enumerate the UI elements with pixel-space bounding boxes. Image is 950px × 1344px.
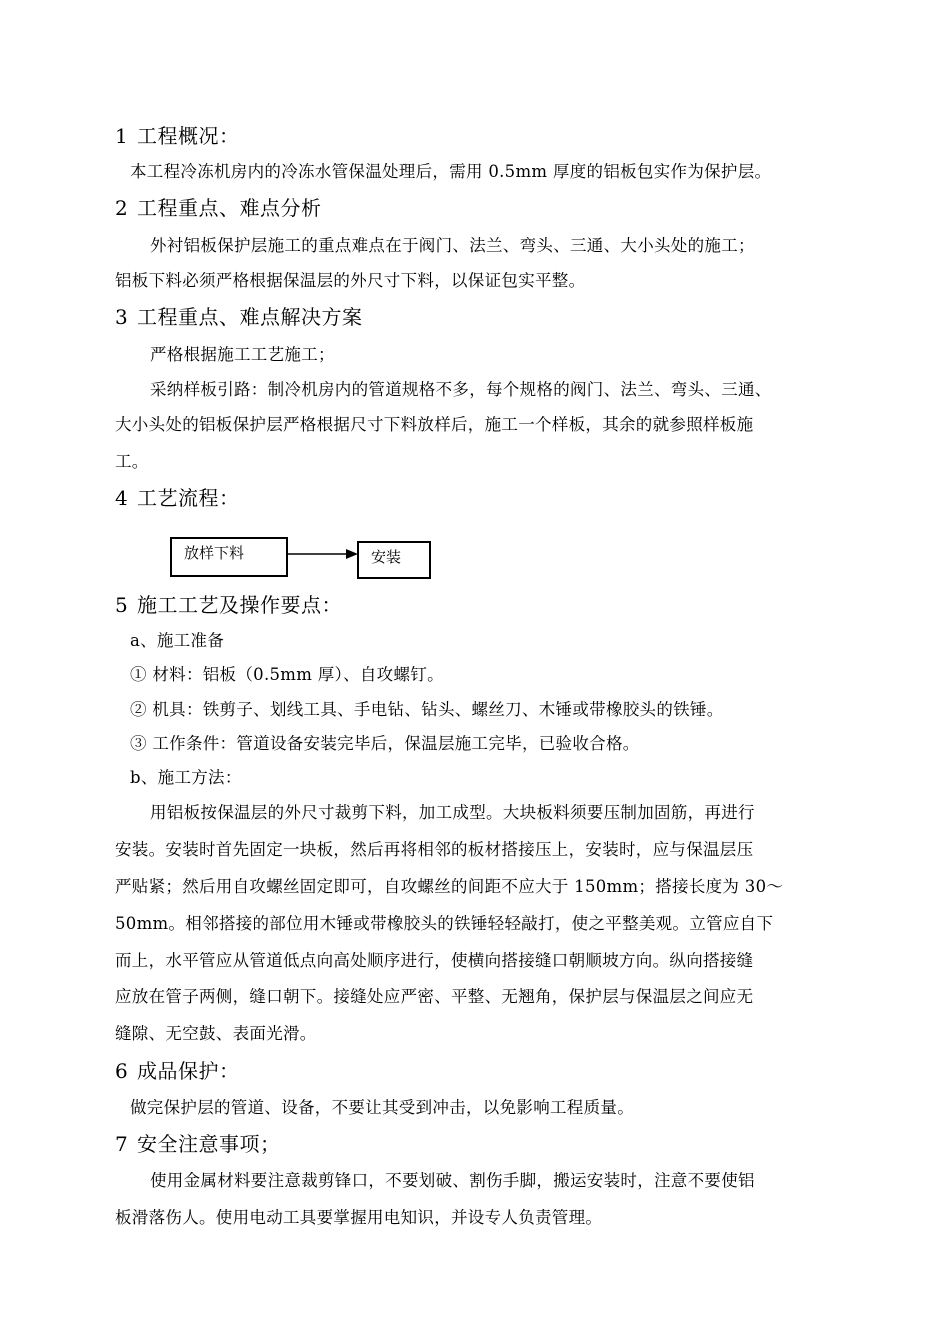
section-3-heading: [115, 304, 363, 330]
paragraph-line: 严贴紧；然后用自攻螺丝固定即可，自攻螺丝的间距不应大于 150mm；搭接长度为 30～: [115, 877, 784, 896]
flow-step-2-box: [357, 541, 431, 579]
section-4-heading: [115, 485, 240, 511]
section-title: 施工工艺及操作要点：: [137, 593, 342, 617]
section-number: 1: [115, 124, 129, 148]
section-title: 安全注意事项；: [137, 1132, 281, 1156]
section-number: 5: [115, 593, 129, 617]
paragraph-line: 用铝板按保温层的外尺寸裁剪下料，加工成型。大块板料须要压制加固筋，再进行: [150, 803, 755, 822]
paragraph-line: 大小头处的铝板保护层严格根据尺寸下料放样后，施工一个样板，其余的就参照样板施: [115, 415, 754, 434]
section-number: 7: [115, 1132, 129, 1156]
paragraph-line: 铝板下料必须严格根据保温层的外尺寸下料，以保证包实平整。: [115, 271, 586, 290]
section-number: 2: [115, 196, 129, 220]
paragraph-line: 采纳样板引路：制冷机房内的管道规格不多，每个规格的阀门、法兰、弯头、三通、: [150, 380, 772, 399]
paragraph-line: 本工程冷冻机房内的冷冻水管保温处理后，需用 0.5mm 厚度的铝板包实作为保护层。: [130, 162, 772, 181]
paragraph-line: 板滑落伤人。使用电动工具要掌握用电知识，并设专人负责管理。: [115, 1208, 603, 1227]
section-title: 工艺流程：: [137, 486, 240, 510]
list-item: b、施工方法：: [130, 768, 242, 787]
paragraph-line: 而上，水平管应从管道低点向高处顺序进行，使横向搭接缝口朝顺坡方向。纵向搭接缝: [115, 951, 754, 970]
paragraph-line: 使用金属材料要注意裁剪锋口，不要划破、割伤手脚，搬运安装时，注意不要使铝: [150, 1171, 755, 1190]
section-1-heading: [115, 123, 240, 149]
section-5-heading: [115, 592, 342, 618]
paragraph-line: 工。: [115, 452, 149, 471]
paragraph-line: 做完保护层的管道、设备，不要让其受到冲击，以免影响工程质量。: [130, 1098, 634, 1117]
paragraph-line: 严格根据施工工艺施工；: [150, 345, 335, 364]
section-title: 成品保护：: [137, 1059, 240, 1083]
list-item: a、施工准备: [130, 631, 225, 650]
section-title: 工程重点、难点分析: [137, 196, 322, 220]
flow-step-1-box: [170, 537, 288, 577]
list-item: ② 机具：铁剪子、划线工具、手电钻、钻头、螺丝刀、木锤或带橡胶头的铁锤。: [130, 700, 724, 719]
paragraph-line: 缝隙、无空鼓、表面光滑。: [115, 1024, 317, 1043]
section-number: 6: [115, 1059, 129, 1083]
section-title: 工程概况：: [137, 124, 240, 148]
list-item: ③ 工作条件：管道设备安装完毕后，保温层施工完毕，已验收合格。: [130, 734, 640, 753]
section-number: 4: [115, 486, 129, 510]
flow-step-2-label: 安装: [371, 548, 402, 566]
flow-step-1-label: 放样下料: [184, 544, 245, 562]
section-2-heading: [115, 195, 322, 221]
paragraph-line: 安装。安装时首先固定一块板，然后再将相邻的板材搭接压上，安装时，应与保温层压: [115, 840, 754, 859]
flow-arrow: [288, 547, 360, 561]
paragraph-line: 50mm。相邻搭接的部位用木锤或带橡胶头的铁锤轻轻敲打，使之平整美观。立管应自下: [115, 914, 774, 933]
paragraph-line: 外衬铝板保护层施工的重点难点在于阀门、法兰、弯头、三通、大小头处的施工；: [150, 236, 755, 255]
section-6-heading: [115, 1058, 240, 1084]
section-number: 3: [115, 305, 129, 329]
list-item: ① 材料：铝板（0.5mm 厚）、自攻螺钉。: [130, 665, 444, 684]
section-title: 工程重点、难点解决方案: [137, 305, 363, 329]
paragraph-line: 应放在管子两侧，缝口朝下。接缝处应严密、平整、无翘角，保护层与保温层之间应无: [115, 987, 754, 1006]
section-7-heading: [115, 1131, 281, 1157]
